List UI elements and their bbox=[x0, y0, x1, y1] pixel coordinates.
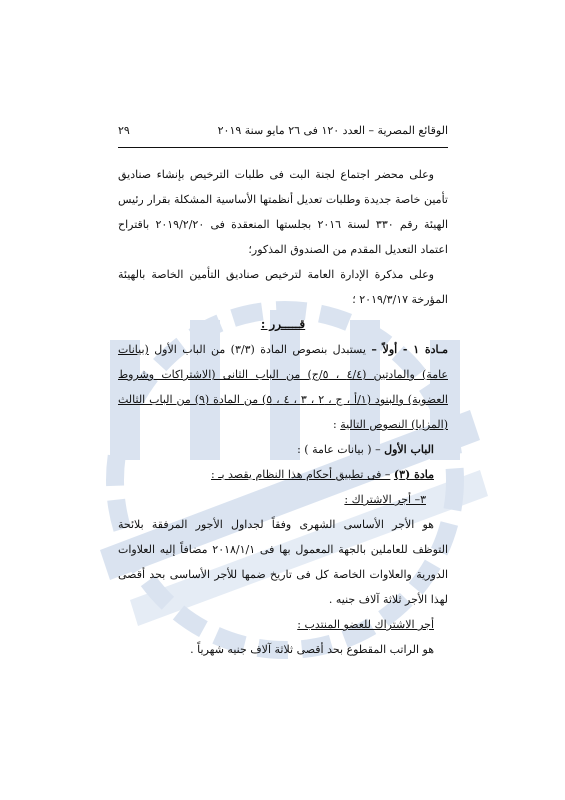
seconded-member-definition: هو الراتب المقطوع بحد أقصى ثلاثة آلاف جنيه شهرياً . bbox=[190, 643, 434, 656]
decision-heading bbox=[118, 312, 448, 337]
preamble-paragraph-2: وعلى مذكرة الإدارة العامة لترخيص صناديق التأمين الخاصة بالهيئة المؤرخة ٢٠١٩/٣/١٧ ؛ bbox=[118, 268, 448, 306]
chapter-one-text: – ( بيانات عامة ) : bbox=[297, 443, 381, 456]
header-divider bbox=[118, 147, 448, 148]
chapter-one bbox=[118, 437, 448, 462]
item-3-label: ٣– أجر الاشتراك : bbox=[344, 493, 426, 506]
article-1-label: مـادة ١ - أولاً – bbox=[371, 343, 448, 356]
preamble-paragraph-1: وعلى محضر اجتماع لجنة البت فى طلبات الترخيص بإنشاء صناديق تأمين خاصة جديدة وطلبات تعديل أنظمتها الأساسية المشكلة بقرار رئيس الهيئة رقم ٣٣٠ لسنة ٢٠١٦ بجلستها المنعقدة فى ٢٠١٩/٢/٢٠ باقتراح اعتماد التعديل المقدم من الصندوق المذكور؛ bbox=[118, 168, 449, 256]
item-3 bbox=[118, 487, 448, 512]
seconded-member bbox=[118, 612, 448, 637]
article-3 bbox=[118, 462, 448, 487]
seconded-member-label: أجر الاشتراك للعضو المنتدب : bbox=[297, 618, 434, 631]
document-body bbox=[118, 162, 448, 662]
article-3-label: مادة (٣) bbox=[393, 468, 434, 481]
article-3-text: – فى تطبيق أحكام هذا النظام يقصد بـ : bbox=[211, 468, 391, 481]
item-3-definition: هو الأجر الأساسى الشهرى وفقاً لجداول الأجور المرفقة بلائحة التوظف للعاملين بالجهة المعمول بها فى ٢٠١٨/١/١ مضافاً إليه العلاوات الدورية والعلاوات الخاصة كل فى تاريخ ضمها للأجر الأساسى بحد أقصى لهذا الأجر ثلاثة آلاف جنيه . bbox=[118, 518, 448, 606]
article-1-text: يستبدل بنصوص المادة (٣/٣) من الباب الأول bbox=[154, 343, 366, 356]
decision-heading-text: قـــــرر : bbox=[260, 317, 306, 331]
article-1-underlined: (بيانات عامة) والمادتين (٤/٤ ، ٥/ج) من الباب الثانى (الاشتراكات وشروط العضوية) والبنود (١/أ ، ج ، ٢ ، ٣ ، ٤ ، ٥) من المادة (٩) من الباب الثالث (المزايا) النصوص التالية bbox=[118, 343, 448, 431]
chapter-one-label: الباب الأول bbox=[384, 443, 434, 456]
article-1-colon: : bbox=[333, 418, 337, 431]
page-number: ٢٩ bbox=[118, 124, 130, 137]
gazette-title: الوقائع المصرية – العدد ١٢٠ فى ٢٦ مايو سنة ٢٠١٩ bbox=[217, 124, 448, 137]
article-1 bbox=[118, 337, 448, 437]
